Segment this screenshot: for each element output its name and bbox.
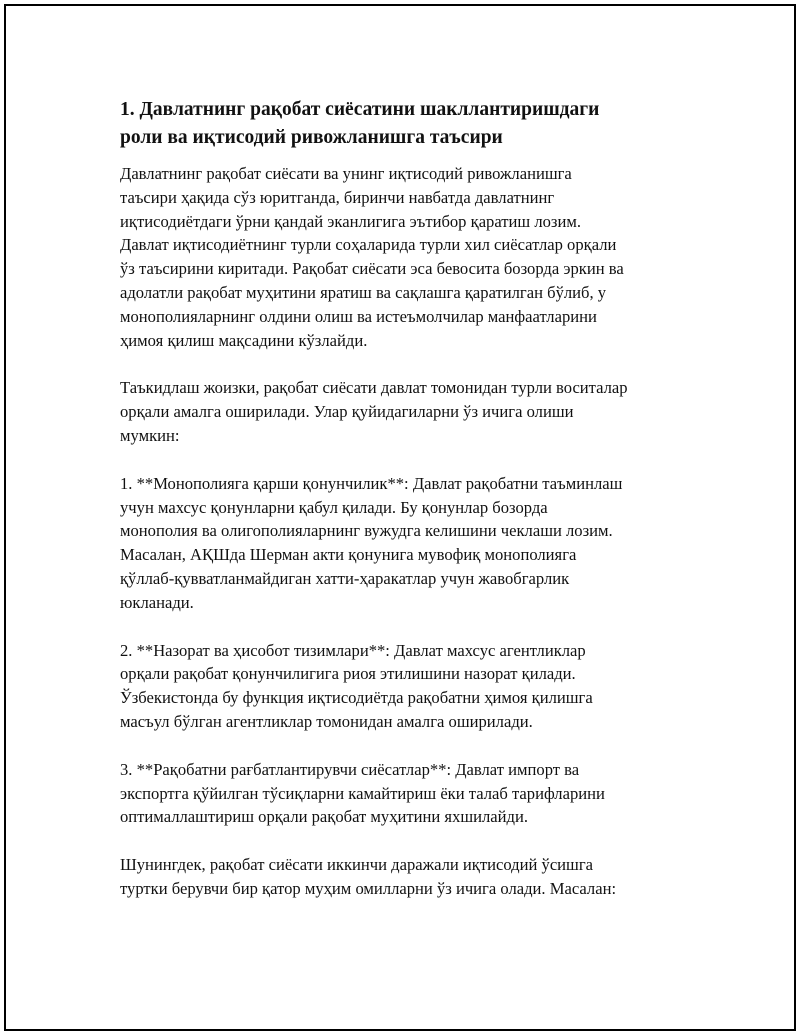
document-body [120, 96, 700, 925]
paragraph-conclusion: Шунингдек, рақобат сиёсати иккинчи даражали иқтисодий ўсишга туртки берувчи бир қатор муҳим омилларни ўз ичига олади. Масалан: [120, 855, 617, 898]
document-page [4, 4, 796, 1031]
section-heading: 1. Давлатнинг рақобат сиёсатини шакллантиришдаги роли ва иқтисодий ривожланишга таъсири [120, 99, 600, 148]
paragraph-intro: Давлатнинг рақобат сиёсати ва унинг иқтисодий ривожланишга таъсири ҳақида сўз юритганда, биринчи навбатда давлатнинг иқтисодиётдаги ўрни қандай эканлигига эътибор қаратиш лозим. Давлат иқтисодиётнинг турли соҳаларида турли хил сиёсатлар орқали ўз таъсирини киритади. Рақобат сиёсати эса бевосита бозорда эркин ва адолатли рақобат муҳитини яратиш ва сақлашга қаратилган бўлиб, у монополияларнинг олдини олиш ва истеъмолчилар манфаатларини ҳимоя қилиш мақсадини кўзлайди. [120, 164, 624, 350]
list-item-competition-policies: 3. **Рақобатни рағбатлантирувчи сиёсатлар**: Давлат импорт ва экспортга қўйилган тўсиқларни камайтириш ёки талаб тарифларини оптималлаштириш орқали рақобат муҳитини яхшилайди. [120, 759, 605, 827]
list-item-antimonopoly: 1. **Монополияга қарши қонунчилик**: Давлат рақобатни таъминлаш учун махсус қонунларни қабул қилади. Бу қонунлар бозорда монополия ва олигополияларнинг вужудга келишини чеклаши лозим. Масалан, АҚШда Шерман акти қонунига мувофиқ монополияга қўллаб-қувватланмайдиган хатти-ҳаракатлар учун жавобгарлик юкланади. [120, 473, 623, 612]
paragraph-tools: Таъкидлаш жоизки, рақобат сиёсати давлат томонидан турли воситалар орқали амалга оширилади. Улар қуйидагиларни ўз ичига олиши мумкин: [120, 378, 628, 445]
list-item-control-systems: 2. **Назорат ва ҳисобот тизимлари**: Давлат махсус агентликлар орқали рақобат қонунчилигига риоя этилишини назорат қилади. Ўзбекистонда бу функция иқтисодиётда рақобатни ҳимоя қилишга масъул бўлган агентликлар томонидан амалга оширилади. [120, 640, 593, 731]
